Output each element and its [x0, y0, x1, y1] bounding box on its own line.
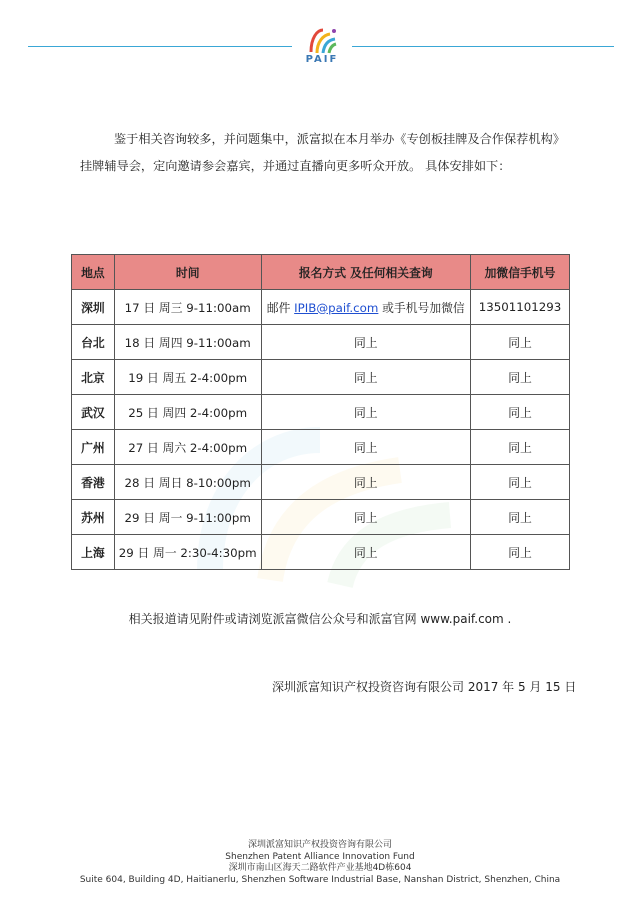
row-contact: 同上 — [261, 535, 471, 570]
row-phone: 同上 — [471, 465, 570, 500]
contact-suffix: 或手机号加微信 — [382, 300, 465, 315]
company-address-footer — [0, 840, 640, 886]
row-phone: 同上 — [471, 500, 570, 535]
header-wechat-phone: 加微信手机号 — [471, 255, 570, 290]
header-time: 时间 — [114, 255, 261, 290]
footer-address-en: Suite 604, Building 4D, Haitianerlu, Shenzhen Software Industrial Base, Nanshan District, Shenzhen, China — [79, 874, 561, 885]
row-city: 苏州 — [72, 500, 115, 535]
row-phone: 同上 — [471, 395, 570, 430]
row-phone: 同上 — [471, 430, 570, 465]
row-time: 17 日 周三 9-11:00am — [114, 290, 261, 325]
row-contact: 同上 — [261, 500, 471, 535]
header-divider-left — [28, 46, 292, 47]
intro-line-1: 鉴于相关咨询较多，并问题集中，派富拟在本月举办《专创板挂牌及合作保荐机构》 — [114, 132, 565, 146]
paif-logo — [298, 26, 346, 72]
table-row — [72, 325, 570, 360]
row-contact: 同上 — [261, 430, 471, 465]
row-city: 台北 — [72, 325, 115, 360]
intro-line-2: 挂牌辅导会，定向邀请参会嘉宾，并通过直播向更多听众开放。 具体安排如下： — [80, 159, 511, 173]
row-phone: 同上 — [471, 360, 570, 395]
row-city: 上海 — [72, 535, 115, 570]
row-time: 19 日 周五 2-4:00pm — [114, 360, 261, 395]
schedule-table — [71, 254, 570, 570]
row-contact — [261, 290, 471, 325]
footer-company-cn: 深圳派富知识产权投资咨询有限公司 — [247, 840, 392, 850]
table-row — [72, 465, 570, 500]
signature-line: 深圳派富知识产权投资咨询有限公司 2017 年 5 月 15 日 — [272, 680, 577, 694]
footer-company-en: Shenzhen Patent Alliance Innovation Fund — [225, 851, 415, 862]
row-time: 29 日 周一 9-11:00pm — [114, 500, 261, 535]
row-contact: 同上 — [261, 465, 471, 500]
table-row — [72, 500, 570, 535]
table-row — [72, 360, 570, 395]
footer-address-cn: 深圳市南山区海天二路软件产业基地4D栋604 — [228, 863, 412, 873]
row-time: 27 日 周六 2-4:00pm — [114, 430, 261, 465]
row-city: 广州 — [72, 430, 115, 465]
row-time: 28 日 周日 8-10:00pm — [114, 465, 261, 500]
row-phone: 同上 — [471, 535, 570, 570]
table-row — [72, 395, 570, 430]
table-row — [72, 290, 570, 325]
row-phone: 13501101293 — [471, 290, 570, 325]
row-city: 香港 — [72, 465, 115, 500]
table-header-row — [72, 255, 570, 290]
table-row — [72, 430, 570, 465]
paif-logo-icon — [305, 26, 339, 56]
row-contact: 同上 — [261, 360, 471, 395]
row-phone: 同上 — [471, 325, 570, 360]
intro-paragraph — [80, 126, 565, 180]
table-row — [72, 535, 570, 570]
email-link[interactable]: IPIB@paif.com — [294, 300, 379, 315]
row-contact: 同上 — [261, 395, 471, 430]
logo-text: PAIF — [305, 54, 339, 65]
row-time: 25 日 周四 2-4:00pm — [114, 395, 261, 430]
row-time: 18 日 周四 9-11:00am — [114, 325, 261, 360]
row-city: 武汉 — [72, 395, 115, 430]
row-city: 北京 — [72, 360, 115, 395]
contact-prefix: 邮件 — [266, 300, 291, 315]
header-divider-right — [352, 46, 614, 47]
row-contact: 同上 — [261, 325, 471, 360]
header-location: 地点 — [72, 255, 115, 290]
header-registration: 报名方式 及任何相关查询 — [261, 255, 471, 290]
reference-note: 相关报道请见附件或请浏览派富微信公众号和派富官网 www.paif.com . — [128, 612, 512, 626]
row-city: 深圳 — [72, 290, 115, 325]
row-time: 29 日 周一 2:30-4:30pm — [114, 535, 261, 570]
